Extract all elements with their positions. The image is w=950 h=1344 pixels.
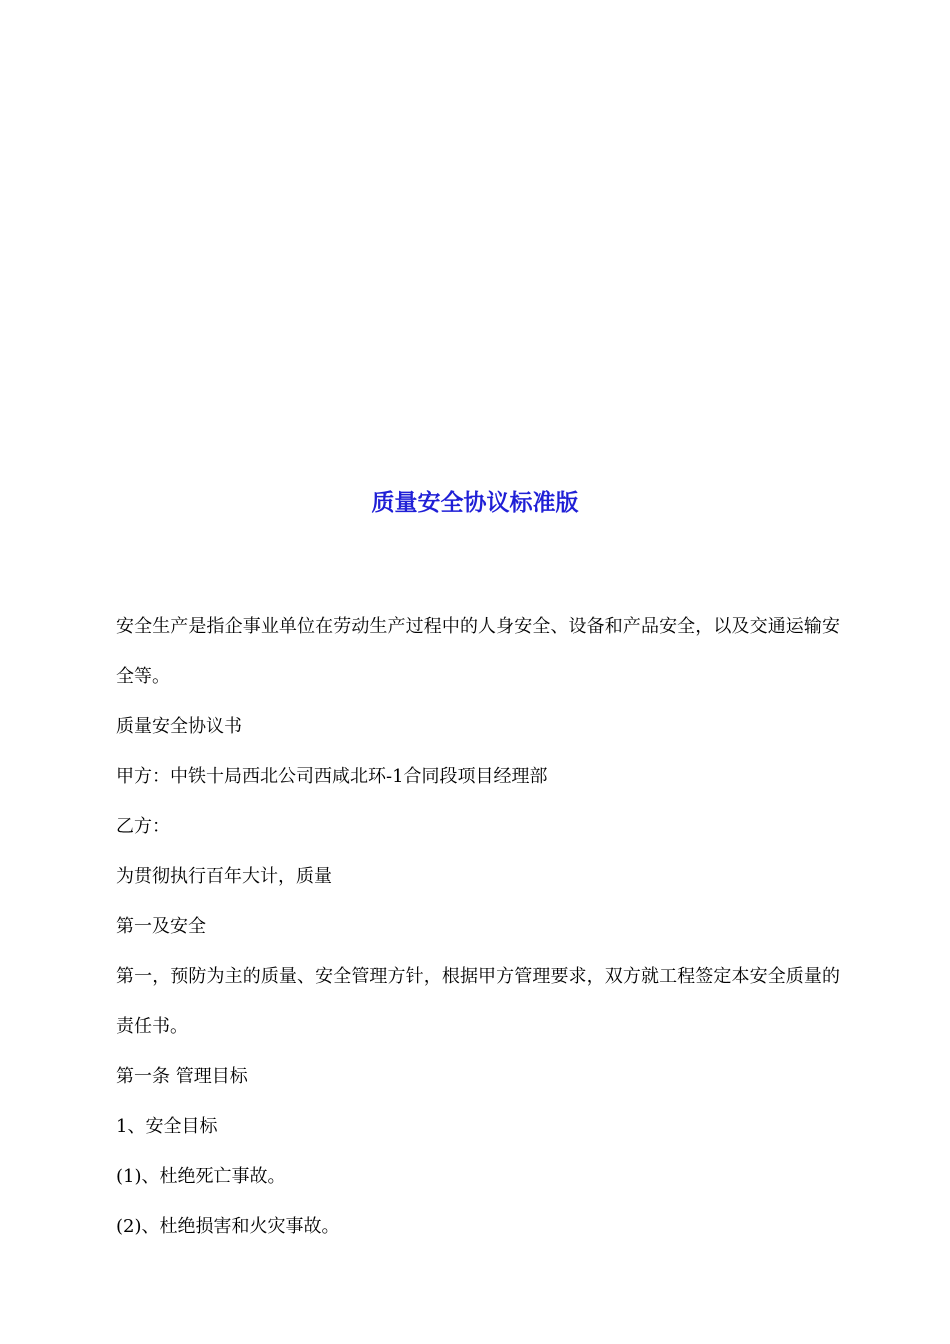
document-body: [116, 602, 840, 1252]
document-title: 质量安全协议标准版: [371, 489, 579, 516]
paragraph-agreement-heading: 质量安全协议书: [116, 716, 242, 737]
paragraph-purpose: 为贯彻执行百年大计，质量: [116, 866, 332, 887]
paragraph-article-one: 第一条 管理目标: [116, 1066, 248, 1087]
paragraph-party-b: 乙方：: [116, 816, 170, 837]
paragraph-party-a: 甲方：中铁十局西北公司西咸北环-1合同段项目经理部: [116, 766, 548, 787]
paragraph-safety-goal: 1、安全目标: [116, 1116, 218, 1137]
paragraph-goal-item-2: (2)、杜绝损害和火灾事故。: [116, 1216, 340, 1237]
paragraph-first-safety: 第一及安全: [116, 916, 206, 937]
paragraph-policy: 第一，预防为主的质量、安全管理方针，根据甲方管理要求，双方就工程签定本安全质量的责任书。: [116, 966, 840, 1037]
paragraph-goal-item-1: (1)、杜绝死亡事故。: [116, 1166, 286, 1187]
paragraph-intro: 安全生产是指企事业单位在劳动生产过程中的人身安全、设备和产品安全，以及交通运输安全等。: [116, 616, 840, 687]
